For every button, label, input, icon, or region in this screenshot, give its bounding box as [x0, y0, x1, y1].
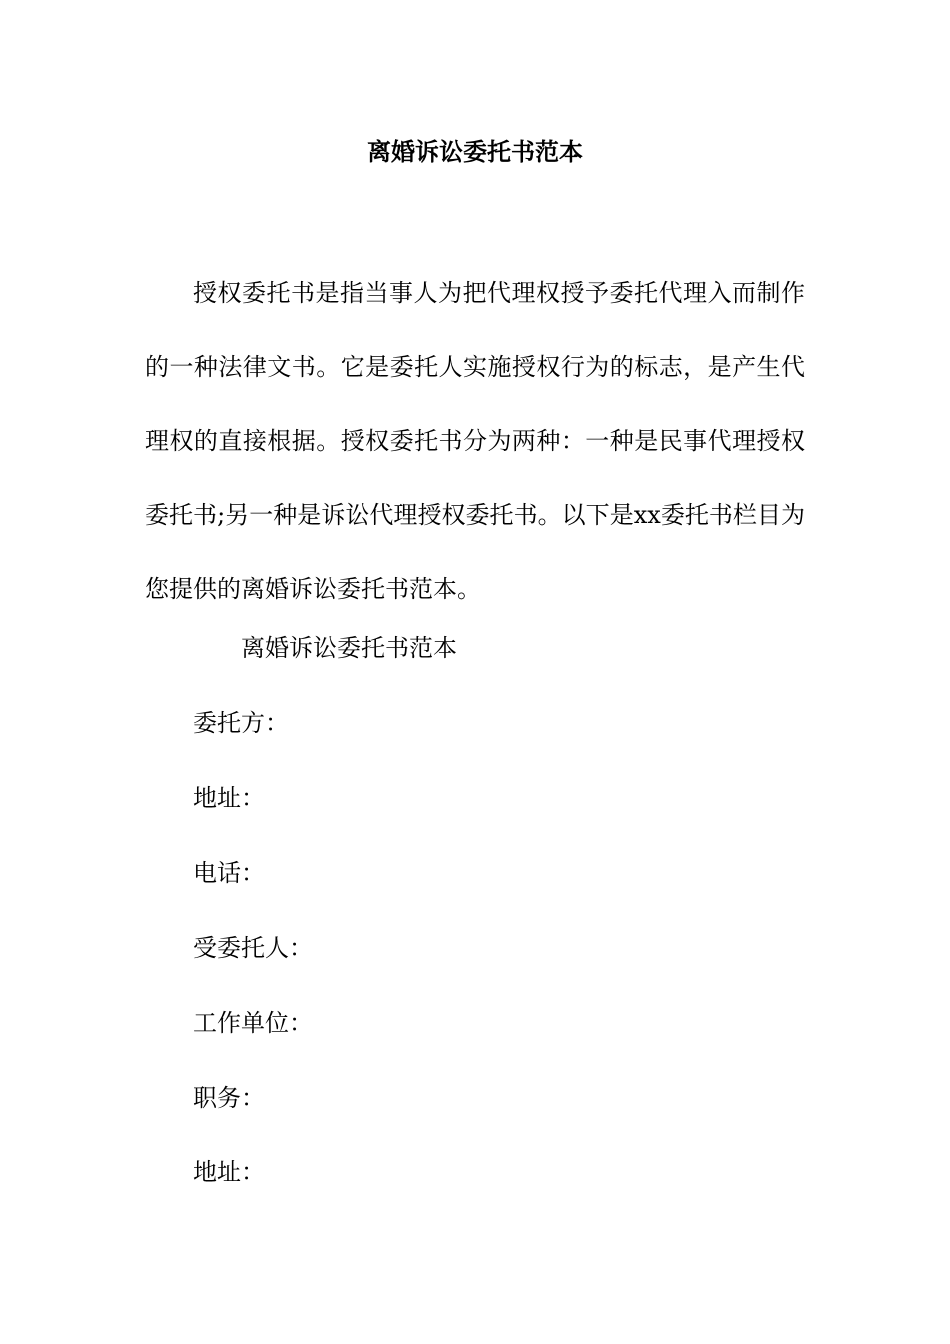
field-agent: 受委托人：: [193, 934, 313, 962]
field-principal-address: 地址：: [193, 784, 265, 812]
intro-paragraph: 授权委托书是指当事人为把代理权授予委托代理入而制作的一种法律文书。它是委托人实施授权行为的标志，是产生代理权的直接根据。授权委托书分为两种：一种是民事代理授权委托书;另一种是诉讼代理授权委托书。以下是xx委托书栏目为您提供的离婚诉讼委托书范本。: [145, 279, 805, 603]
template-subtitle: 离婚诉讼委托书范本: [241, 634, 457, 662]
field-agent-position: 职务：: [193, 1084, 265, 1112]
document-title: 离婚诉讼委托书范本: [367, 138, 583, 166]
field-agent-address: 地址：: [193, 1158, 265, 1186]
field-principal-phone: 电话：: [193, 859, 265, 887]
field-principal: 委托方：: [193, 709, 289, 737]
field-agent-employer: 工作单位：: [193, 1009, 313, 1037]
